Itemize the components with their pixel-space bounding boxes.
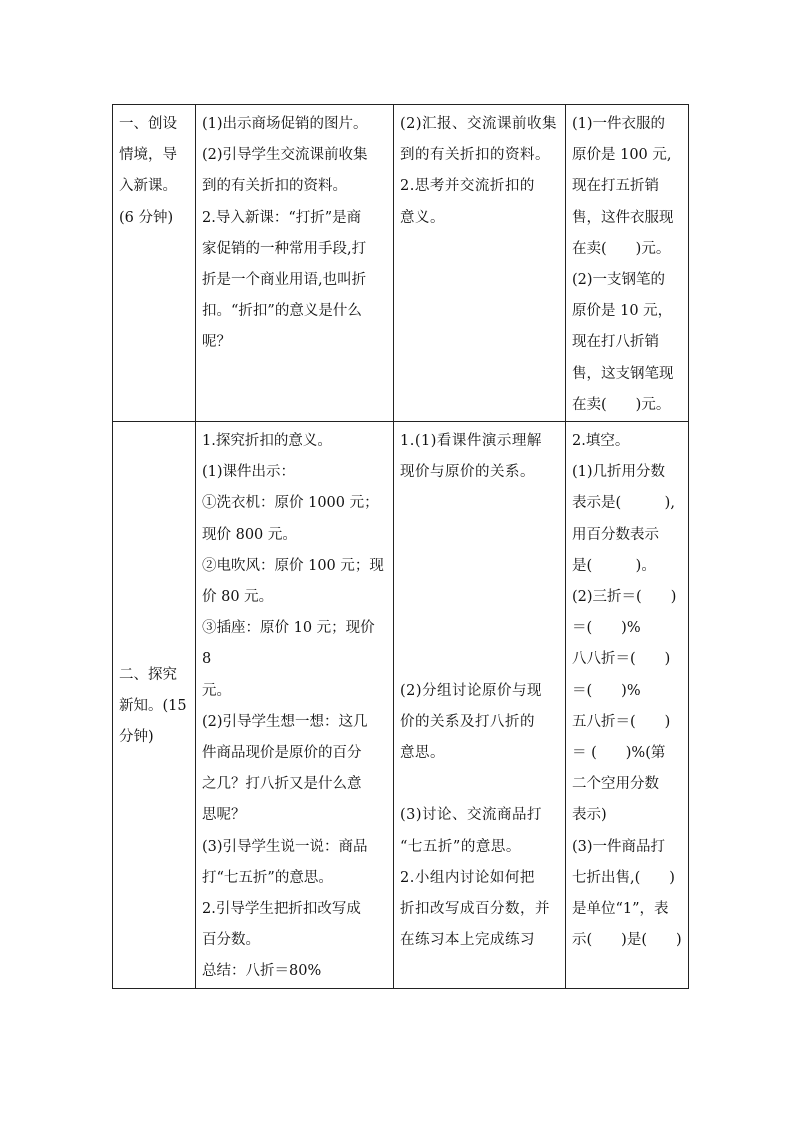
student-line: (3)讨论、交流商品打	[400, 807, 543, 824]
exercise-line: 在卖( )元。	[572, 396, 671, 413]
stage-line: 一、创设	[119, 116, 177, 132]
teacher-line: 价 80 元。	[202, 589, 274, 606]
stage-line: 入新课。	[119, 178, 177, 195]
teacher-line: 思呢？	[202, 807, 246, 824]
teacher-line: (1)出示商场促销的图片。	[202, 116, 368, 132]
teacher-line: 到的有关折扣的资料。	[202, 178, 347, 195]
teacher-line: 现价 800 元。	[202, 526, 297, 543]
student-line: (2)分组讨论原价与现	[400, 682, 543, 699]
student-line: 意义。	[400, 209, 445, 226]
stage-line: (6 分钟)	[119, 209, 174, 226]
teacher-activity-cell	[196, 105, 394, 422]
exercise-line: 七折出售,( )	[572, 869, 675, 886]
student-line: 2.思考并交流折扣的	[400, 178, 535, 195]
exercise-line: 是( )。	[572, 557, 656, 574]
teacher-line: (2)引导学生交流课前收集	[202, 147, 368, 164]
teacher-line: ③插座：原价 10 元；现价 8	[202, 620, 375, 668]
stage-cell	[113, 422, 196, 989]
exercise-line: 售，这支钢笔现	[572, 365, 674, 382]
exercise-line: ＝( )%	[572, 682, 641, 699]
teacher-line: (1)课件出示：	[202, 464, 296, 481]
teacher-line: 件商品现价是原价的百分	[202, 745, 362, 762]
exercise-line: 在卖( )元。	[572, 240, 671, 257]
student-activity-cell	[394, 105, 566, 422]
exercise-line: 现在打八折销	[572, 334, 659, 351]
teacher-line: 折是一个商业用语,也叫折	[202, 272, 367, 289]
exercise-line: ＝( )%	[572, 620, 641, 637]
lesson-plan-table	[112, 104, 689, 989]
student-activity-cell	[394, 422, 566, 989]
exercise-line: 八八折＝( )	[572, 651, 671, 668]
exercise-line: 二个空用分数	[572, 776, 659, 793]
student-line: 现价与原价的关系。	[400, 464, 535, 481]
teacher-line: 百分数。	[202, 932, 260, 949]
exercise-line: 售，这件衣服现	[572, 209, 674, 226]
exercise-line: 原价是 100 元,	[572, 147, 672, 164]
teacher-line: ①洗衣机：原价 1000 元；	[202, 495, 379, 512]
exercise-line: 2.填空。	[572, 433, 630, 450]
exercise-line: (2)三折＝( )	[572, 589, 677, 606]
stage-line: 二、探究	[119, 667, 177, 684]
student-line: 1.(1)看课件演示理解	[400, 433, 542, 450]
exercise-line: (1)几折用分数	[572, 464, 666, 481]
teacher-line: 呢？	[202, 334, 231, 351]
exercise-cell	[566, 105, 689, 422]
table-row	[113, 105, 689, 422]
teacher-line: 元。	[202, 682, 231, 699]
exercise-line: (1)一件衣服的	[572, 116, 666, 132]
teacher-line: 之几？打八折又是什么意	[202, 776, 362, 793]
teacher-line: 2.导入新课：“打折”是商	[202, 209, 362, 226]
teacher-line: 2.引导学生把折扣改写成	[202, 901, 361, 918]
student-line: “七五折”的意思。	[400, 838, 521, 855]
teacher-activity-cell	[196, 422, 394, 989]
exercise-line: 现在打五折销	[572, 178, 659, 195]
stage-cell	[113, 105, 196, 422]
exercise-line: (2)一支钢笔的	[572, 272, 666, 289]
teacher-line: 扣。“折扣”的意义是什么	[202, 303, 362, 320]
exercise-line: 五八折＝( )	[572, 713, 671, 730]
student-line: 在练习本上完成练习	[400, 932, 535, 949]
student-line: (2)汇报、交流课前收集	[400, 116, 558, 132]
teacher-line: 1.探究折扣的意义。	[202, 433, 332, 450]
table-row	[113, 422, 689, 989]
exercise-line: ＝ ( )%(第	[572, 745, 666, 762]
exercise-cell	[566, 422, 689, 989]
exercise-line: 用百分数表示	[572, 526, 659, 543]
student-line: 2.小组内讨论如何把	[400, 869, 535, 886]
teacher-line: (2)引导学生想一想：这几	[202, 713, 368, 730]
stage-line: 新知。(15	[119, 698, 187, 715]
teacher-line: 家促销的一种常用手段,打	[202, 240, 367, 257]
exercise-line: (3)一件商品打	[572, 838, 666, 855]
teacher-line: (3)引导学生说一说：商品	[202, 838, 368, 855]
exercise-line: 表示)	[572, 807, 607, 824]
teacher-line: ②电吹风：原价 100 元；现	[202, 557, 384, 574]
student-line: 到的有关折扣的资料。	[400, 147, 550, 164]
stage-line: 分钟)	[119, 729, 154, 746]
exercise-line: 原价是 10 元，	[572, 303, 673, 320]
exercise-line: 示( )是( )	[572, 932, 682, 949]
exercise-line: 是单位“1”，表	[572, 901, 669, 918]
exercise-line: 表示是( ),	[572, 495, 675, 512]
student-line: 折扣改写成百分数，并	[400, 900, 550, 917]
student-line: 价的关系及打八折的	[400, 713, 535, 730]
student-line: 意思。	[400, 744, 445, 761]
stage-line: 情境，导	[119, 147, 177, 164]
teacher-line: 总结：八折＝80%	[202, 963, 322, 980]
teacher-line: 打“七五折”的意思。	[202, 869, 333, 886]
